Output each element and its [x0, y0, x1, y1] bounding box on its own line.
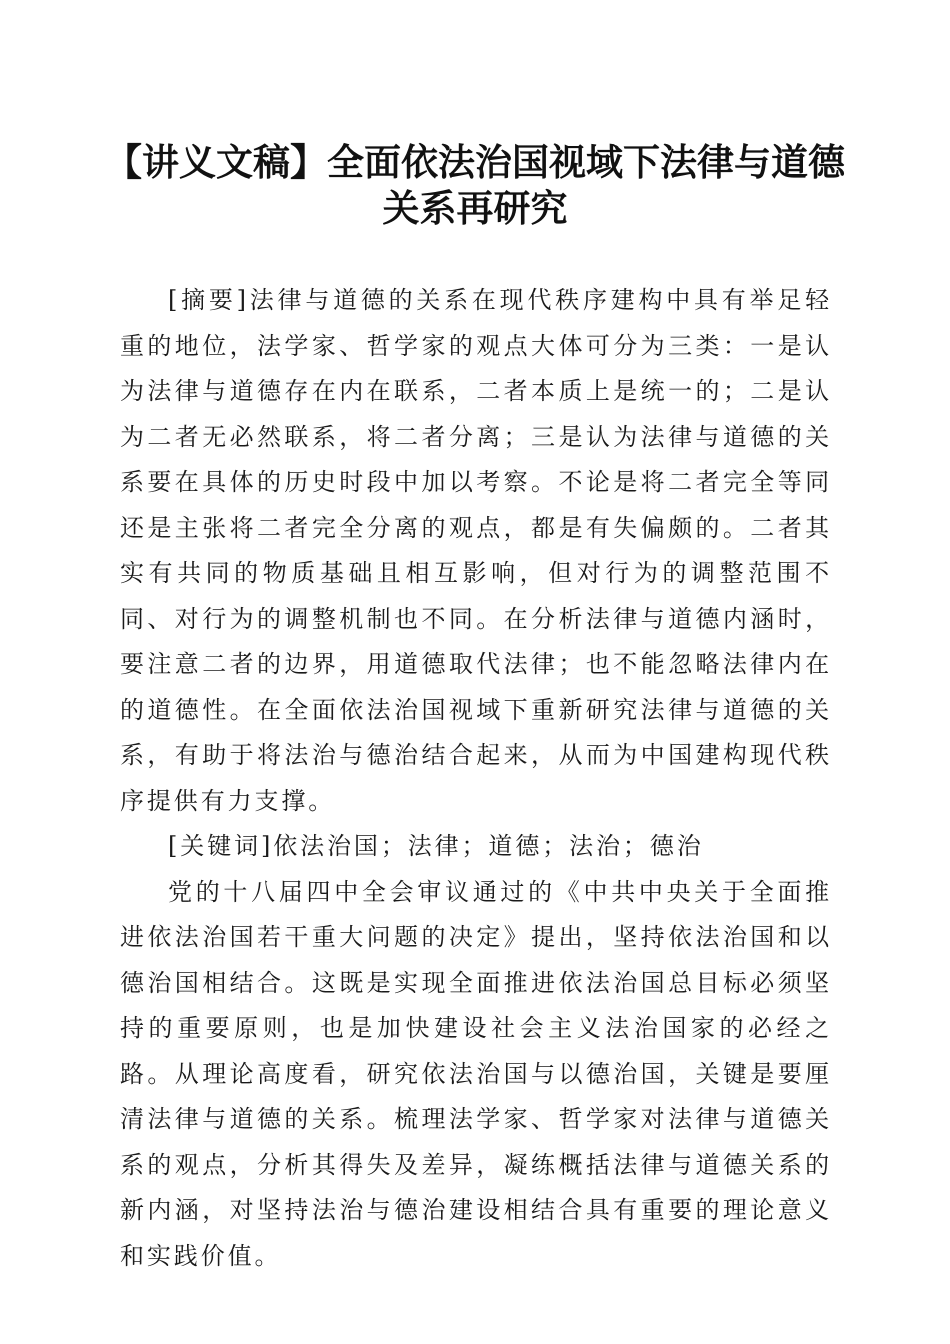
abstract-paragraph: [摘要]法律与道德的关系在现代秩序建构中具有举足轻重的地位，法学家、哲学家的观点大体可分为三类：一是认为法律与道德存在内在联系，二者本质上是统一的；二是认为二者无必然联系，将二者分离；三是认为法律与道德的关系要在具体的历史时段中加以考察。不论是将二者完全等同还是主张将二者完全分离的观点，都是有失偏颇的。二者其实有共同的物质基础且相互影响，但对行为的调整范围不同、对行为的调整机制也不同。在分析法律与道德内涵时，要注意二者的边界，用道德取代法律；也不能忽略法律内在的道德性。在全面依法治国视域下重新研究法律与道德的关系，有助于将法治与德治结合起来，从而为中国建构现代秩序提供有力支撑。	[120, 286, 832, 815]
document-body	[120, 278, 832, 1279]
document-title-line-1: 【讲义文稿】全面依法治国视域下法律与道德	[105, 140, 845, 184]
document-title-line-2: 关系再研究	[382, 186, 568, 230]
keywords-paragraph: [关键词]依法治国；法律；道德；法治；德治	[168, 832, 704, 860]
intro-paragraph: 党的十八届四中全会审议通过的《中共中央关于全面推进依法治国若干重大问题的决定》提出，坚持依法治国和以德治国相结合。这既是实现全面推进依法治国总目标必须坚持的重要原则，也是加快建设社会主义法治国家的必经之路。从理论高度看，研究依法治国与以德治国，关键是要厘清法律与道德的关系。梳理法学家、哲学家对法律与道德关系的观点，分析其得失及差异，凝练概括法律与道德关系的新内涵，对坚持法治与德治建设相结合具有重要的理论意义和实践价值。	[120, 877, 832, 1270]
